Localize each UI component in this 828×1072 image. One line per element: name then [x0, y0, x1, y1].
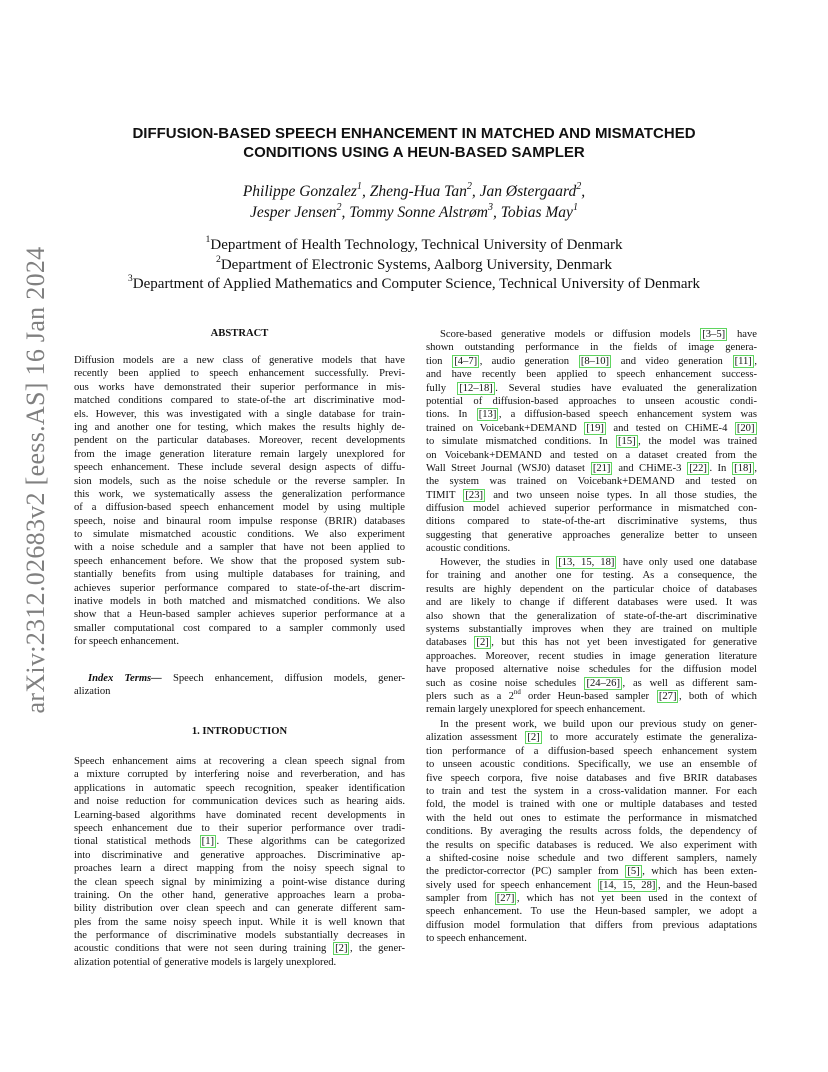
author-name: Jan Østergaard	[479, 183, 577, 200]
citation-link[interactable]: [3–5]	[702, 329, 726, 340]
text-span: tion	[426, 355, 452, 367]
citation-link[interactable]: [13]	[478, 409, 497, 421]
citation-link[interactable]: [4–7]	[454, 355, 478, 367]
text-line: acoustic conditions.	[426, 543, 511, 555]
citation-link[interactable]: [2]	[476, 637, 489, 649]
text-line	[426, 435, 757, 448]
text-line: to speech enhancement.	[426, 933, 527, 945]
affiliation-1	[60, 236, 768, 256]
text-span: tional statistical methods	[74, 836, 200, 848]
text-line: ditions compared to state-of-the-art discriminative systems, thus	[426, 516, 757, 528]
abstract-line: els. However, this was investigated with a single database for train-	[74, 408, 405, 420]
text-line: ples from the same noisy speech input. While it is well known that	[74, 916, 405, 928]
author-affiliation-mark: 1	[572, 201, 578, 213]
text-line: approaches. Moreover, recent studies in image generation literature	[426, 650, 757, 662]
text-line	[426, 462, 757, 475]
text-line: also shown that the generalization of state-of-the-art discriminative	[426, 610, 757, 622]
text-line: potential of diffusion-based approaches to unseen acoustic condi-	[426, 395, 757, 407]
author-name: Zheng-Hua Tan	[369, 183, 467, 200]
text-span: plers such as a 2	[426, 690, 514, 702]
citation-link[interactable]: [14, 15, 28]	[599, 879, 656, 891]
text-span: , the gener-	[349, 943, 405, 955]
text-line: with the held out ones to estimate the performance in mismatched	[426, 812, 757, 824]
abstract-line: speech, noise and binaural room impulse response (BRIR) databases	[74, 515, 405, 527]
text-span: TIMIT	[426, 489, 463, 501]
text-span: . In	[709, 462, 732, 474]
author-affiliation-mark: 2	[336, 201, 342, 213]
text-span: and video generation	[611, 355, 733, 367]
citation-link[interactable]: [19]	[586, 422, 604, 434]
text-span: have only used one database	[616, 557, 757, 568]
text-span: , the model was trained	[638, 436, 757, 448]
text-span: Wall Street Journal (WSJ0) dataset	[426, 462, 591, 474]
text-span: sampler from	[426, 893, 495, 905]
abstract-line: inative models in both matched and mismatched conditions. We also	[74, 596, 405, 608]
arxiv-sidebar	[14, 220, 58, 740]
text-line	[426, 328, 757, 341]
text-span: , which has been exten-	[642, 866, 757, 878]
text-line: systems substantially improves when they are trained on multiple	[426, 623, 757, 635]
text-line	[426, 892, 757, 905]
author-list	[90, 181, 738, 223]
citation-link[interactable]: [27]	[496, 893, 515, 905]
text-line: speech enhancement due to their superior performance over tradi-	[74, 822, 405, 834]
text-line: diffusion model achieved superior performance in mismatched con-	[426, 503, 757, 515]
text-line: suggesting that generative approaches generalize better to unseen	[426, 529, 757, 541]
text-span: sively used for speech enhancement	[426, 879, 598, 891]
text-line: the performance of discriminative models substantially decreases in	[74, 930, 405, 942]
citation-link[interactable]: [12–18]	[459, 382, 493, 394]
introduction-heading: 1. INTRODUCTION	[191, 726, 288, 737]
citation-link[interactable]: [23]	[465, 489, 484, 501]
abstract-line: ing and another one for testing, which makes the results highly de-	[74, 421, 405, 433]
abstract-line: pendent on the particular databases. Moreover, recent developments	[74, 435, 405, 447]
citation-link[interactable]: [22]	[689, 462, 707, 474]
text-line: proaches learn a direct mapping from the noisy speech signal to	[74, 863, 405, 875]
text-line: shown outstanding performance in the fields of image genera-	[426, 342, 757, 354]
text-line: tion performance of a diffusion-based speech enhancement system	[426, 745, 757, 757]
text-span: Score-based generative models or diffusion models	[440, 329, 700, 340]
citation-link[interactable]: [5]	[627, 866, 640, 878]
text-line	[426, 677, 757, 690]
author-name: Tobias May	[500, 204, 573, 221]
citation-link[interactable]: [20]	[736, 422, 755, 434]
affiliation-text: Department of Applied Mathematics and Computer Science, Technical University of Denmark	[132, 276, 701, 292]
text-line: a shifted-cosine noise schedule and two different samplers, namely	[426, 852, 757, 864]
affiliation-number: 1	[205, 234, 211, 246]
text-line	[426, 690, 757, 703]
text-span: to more accurately estimate the generaliza-	[542, 732, 757, 744]
affiliation-3	[60, 275, 768, 295]
index-terms-line-1	[74, 672, 405, 685]
author-name: Philippe Gonzalez	[242, 183, 357, 200]
text-line	[74, 942, 405, 955]
text-line: results are highly dependent on the particular choice of databases	[426, 583, 757, 595]
citation-link[interactable]: [13, 15, 18]	[558, 557, 615, 568]
affiliation-number: 2	[215, 253, 221, 265]
abstract-line: from the image generation literature remain largely unexplored for	[74, 448, 405, 460]
text-line	[426, 408, 757, 421]
text-span: , but this has not yet been investigated for generative	[491, 637, 757, 649]
index-terms-line-2: alization	[74, 686, 111, 698]
text-span: , and the Heun-based	[657, 879, 757, 891]
citation-link[interactable]: [2]	[335, 943, 348, 955]
abstract-line: Diffusion models are a new class of generative models that have	[74, 355, 405, 366]
citation-link[interactable]: [15]	[618, 436, 636, 448]
text-line	[426, 556, 757, 569]
text-line: the results on specific databases is reduced. We also experiment with	[426, 839, 757, 851]
citation-link[interactable]: [8–10]	[580, 355, 610, 367]
abstract-line: matched conditions compared to state-of-the art discriminative mod-	[74, 395, 405, 407]
introduction-body	[74, 755, 405, 969]
text-span: , both of which	[678, 690, 757, 702]
affiliation-text: Department of Health Technology, Technical University of Denmark	[210, 237, 623, 253]
text-line: have proposed alternative noise schedules for the diffusion model	[426, 664, 757, 676]
right-column-paragraph-1	[426, 328, 757, 556]
author-name: Tommy Sonne Alstrøm	[349, 204, 488, 221]
text-span: . These algorithms can be categorized	[216, 836, 405, 848]
citation-link[interactable]: [18]	[734, 462, 752, 474]
abstract-heading: ABSTRACT	[210, 328, 269, 339]
abstract-line: show that a Heun-based sampler achieves superior performance at a	[74, 609, 405, 621]
arxiv-identifier: arXiv:2312.02683v2 [eess.AS] 16 Jan 2024	[21, 246, 50, 714]
author-affiliation-mark: 1	[356, 180, 362, 192]
text-line: training. On the other hand, generative approaches learn a proba-	[74, 889, 405, 901]
abstract-line: sion models, such as the noise schedule or the reverse sampler. In	[74, 475, 405, 487]
text-line: Learning-based algorithms have dominated recent developments in	[74, 809, 405, 821]
author-affiliation-mark: 2	[576, 180, 582, 192]
text-span: databases	[426, 637, 474, 649]
text-line: the clean speech signal by minimizing a point-wise distance during	[74, 876, 405, 888]
text-line: the system was trained on Voicebank+DEMAND and tested on	[426, 476, 757, 488]
text-line: Speech enhancement aims at recovering a clean speech signal from	[74, 756, 405, 767]
text-line: diffusion model formulation that differs from previous adaptations	[426, 919, 757, 931]
index-terms	[74, 672, 405, 699]
text-line: bility distribution over clean speech and can generate different sam-	[74, 903, 405, 915]
title-line-1: DIFFUSION-BASED SPEECH ENHANCEMENT IN MATCHED AND MISMATCHED	[132, 125, 696, 142]
text-span: alization assessment	[426, 732, 525, 744]
text-span: and CHiME-3	[612, 462, 687, 474]
citation-link[interactable]: [21]	[592, 462, 611, 474]
text-line: for training and another one for testing. As a consequence, the	[426, 570, 757, 582]
right-column-paragraph-2	[426, 556, 757, 717]
text-line: conditions. By averaging the results across folds, the dependency of	[426, 826, 757, 838]
abstract-body	[74, 354, 405, 649]
text-span: ,	[754, 355, 757, 367]
right-column-paragraph-3	[426, 718, 757, 946]
text-line	[74, 835, 405, 848]
text-span: and tested on CHiME-4	[606, 422, 735, 434]
abstract-line: with a noise schedule and a sampler that have not been applied to	[74, 542, 405, 554]
affiliation-number: 3	[127, 273, 133, 285]
text-line	[426, 422, 757, 435]
text-line: fold, the model is trained with one or multiple databases and tested	[426, 799, 757, 811]
abstract-line: for speech enhancement.	[74, 636, 180, 648]
text-span: order Heun-based sampler	[520, 690, 657, 702]
text-span: such as cosine noise schedules	[426, 677, 584, 689]
title-line-2: CONDITIONS USING A HEUN-BASED SAMPLER	[243, 144, 585, 161]
text-line: a mixture corrupted by interfering noise and reverberation, and has	[74, 769, 405, 781]
author-affiliation-mark: 3	[487, 201, 493, 213]
text-line: applications in automatic speech recognition, speaker identification	[74, 782, 405, 794]
citation-link[interactable]: [27]	[658, 690, 677, 702]
index-terms-label: Index Terms—	[88, 673, 162, 684]
affiliation-list	[60, 236, 768, 295]
text-line: and are likely to change if different databases were used. It was	[426, 597, 757, 609]
text-span: However, the studies in	[440, 557, 556, 568]
abstract-line: recently been applied to speech enhancement successfully. Previ-	[74, 368, 405, 380]
author-affiliation-mark: 2	[466, 180, 472, 192]
text-line	[426, 382, 757, 395]
text-span: tions. In	[426, 409, 477, 421]
text-line: and have recently been applied to speech enhancement success-	[426, 369, 757, 381]
author-line-2: Jesper Jensen$^2$, Tommy Sonne Alstrøm$^3$, Tobias May$^1$	[250, 201, 578, 221]
text-line: to unseen acoustic conditions. Specifically, we use an ensemble of	[426, 759, 757, 771]
text-span: , audio generation	[479, 355, 579, 367]
abstract-line: this work, we systematically assess the generalization performance	[74, 488, 405, 500]
text-span: to simulate mismatched conditions. In	[426, 436, 616, 448]
paper-title	[90, 124, 738, 162]
citation-link[interactable]: [2]	[527, 732, 540, 744]
text-span: fully	[426, 382, 457, 394]
text-span: have	[727, 329, 757, 340]
index-terms-text: Speech enhancement, diffusion models, gener-	[161, 673, 405, 684]
abstract-line: ous works have demonstrated their superior performance in mis-	[74, 381, 405, 393]
text-line: into discriminative and generative approaches. Discriminative ap-	[74, 849, 405, 861]
text-line: alization potential of generative models is largely unexplored.	[74, 956, 337, 968]
superscript: nd	[513, 688, 521, 696]
text-line: In the present work, we build upon our previous study on gener-	[440, 719, 757, 730]
abstract-line: to simulate mismatched acoustic conditions. We also experiment	[74, 529, 405, 541]
text-line	[426, 731, 757, 744]
text-line: to train and test the system in a cross-validation manner. For each	[426, 785, 757, 797]
text-span: ,	[754, 462, 757, 474]
text-line: remain largely unexplored for speech enhancement.	[426, 704, 646, 716]
text-line	[426, 879, 757, 892]
text-span: trained on Voicebank+DEMAND	[426, 422, 584, 434]
text-span: and two unseen noise types. In all those studies, the	[485, 489, 758, 501]
text-line	[426, 355, 757, 368]
text-span: acoustic conditions that were not seen during training	[74, 943, 333, 955]
author-line-1: Philippe Gonzalez$^1$, Zheng-Hua Tan$^2$, Jan Østergaard$^2$,	[242, 180, 586, 200]
text-line: and noise reduction for communication devices such as hearing aids.	[74, 796, 405, 808]
text-line	[426, 636, 757, 649]
text-span: the predictor-corrector (PC) sampler from	[426, 866, 625, 878]
text-line	[426, 489, 757, 502]
abstract-line: smaller computational cost compared to a sampler commonly used	[74, 622, 405, 634]
affiliation-2	[60, 253, 768, 276]
text-span: . Several studies have evaluated the generalization	[495, 382, 757, 394]
citation-link[interactable]: [24–26]	[586, 677, 620, 689]
author-name: Jesper Jensen	[250, 204, 337, 221]
affiliation-text: Department of Electronic Systems, Aalborg University, Denmark	[220, 256, 613, 273]
citation-link[interactable]: [1]	[201, 836, 215, 848]
abstract-line: achieves superior performance compared to state-of-the-art discrim-	[74, 582, 405, 594]
abstract-line: speech enhancement before. We show that the proposed system sub-	[74, 555, 405, 567]
abstract-line: speech enhancement. These include several design aspects of diffu-	[74, 462, 405, 474]
abstract-line: stantially benefits from using multiple databases for training, and	[74, 569, 405, 581]
text-line: five speech corpora, five noise databases and five BRIR databases	[426, 772, 757, 784]
text-line: on Voicebank+DEMAND and tested on a dataset created from the	[426, 449, 757, 461]
text-span: , as well as different sam-	[622, 677, 757, 689]
citation-link[interactable]: [11]	[734, 355, 752, 367]
text-span: , which has not yet been used in the context of	[516, 893, 757, 905]
text-line: speech enhancement. To use the Heun-based sampler, we adopt a	[426, 906, 757, 918]
abstract-line: of a diffusion-based speech enhancement model by using multiple	[74, 502, 405, 514]
text-span: , a diffusion-based speech enhancement system was	[498, 409, 758, 421]
text-line	[426, 865, 757, 878]
